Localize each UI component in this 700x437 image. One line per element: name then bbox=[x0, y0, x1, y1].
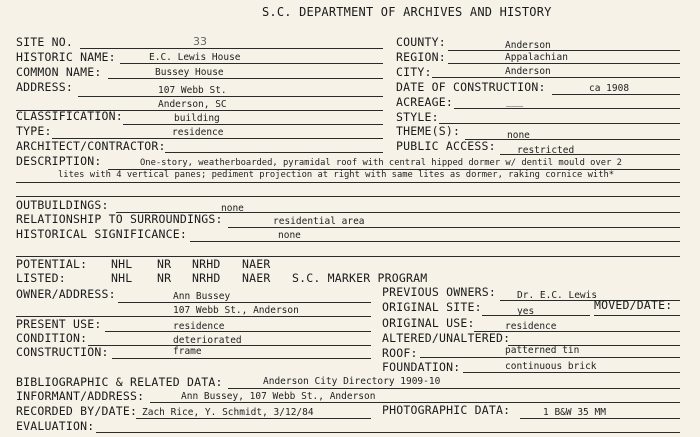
site-no-line bbox=[80, 48, 383, 49]
bibliographic-label: BIBLIOGRAPHIC & RELATED DATA: bbox=[16, 375, 223, 389]
public-access-label: PUBLIC ACCESS: bbox=[396, 139, 496, 153]
card-title: S.C. DEPARTMENT OF ARCHIVES AND HISTORY bbox=[262, 5, 552, 19]
date-of-construction-line bbox=[552, 94, 680, 95]
listed-nrhd: NRHD bbox=[192, 271, 221, 285]
address-label: ADDRESS: bbox=[16, 80, 73, 94]
evaluation-line bbox=[96, 432, 680, 433]
previous-owners-label: PREVIOUS OWNERS: bbox=[382, 285, 496, 299]
historic-name-label: HISTORIC NAME: bbox=[16, 50, 116, 64]
recorded-by-value: Zach Rice, Y. Schmidt, 3/12/84 bbox=[142, 407, 314, 418]
listed-nr: NR bbox=[157, 271, 172, 285]
original-use-label: ORIGINAL USE: bbox=[382, 316, 475, 330]
site-no-label: SITE NO. bbox=[16, 35, 73, 49]
bibliographic-line bbox=[228, 388, 680, 389]
classification-line bbox=[123, 124, 383, 125]
listed-naer: NAER bbox=[242, 271, 271, 285]
roof-value: patterned tin bbox=[505, 345, 580, 356]
architect-line bbox=[165, 152, 383, 153]
classification-label: CLASSIFICATION: bbox=[16, 109, 123, 123]
county-value: Anderson bbox=[505, 40, 551, 51]
county-label: COUNTY: bbox=[396, 35, 446, 49]
historical-significance-line bbox=[190, 241, 680, 242]
relationship-label: RELATIONSHIP TO SURROUNDINGS: bbox=[16, 212, 223, 226]
relationship-value: residential area bbox=[273, 216, 365, 227]
recorded-by-label: RECORDED BY/DATE: bbox=[16, 404, 138, 418]
outbuildings-value: none bbox=[221, 203, 244, 214]
city-label: CITY: bbox=[396, 65, 432, 79]
foundation-label: FOUNDATION: bbox=[382, 360, 461, 374]
historic-name-line bbox=[120, 63, 383, 64]
listed-nhl: NHL bbox=[111, 271, 133, 285]
acreage-label: ACREAGE: bbox=[396, 95, 453, 109]
informant-value: Ann Bussey, 107 Webb St., Anderson bbox=[181, 391, 376, 402]
photographic-data-label: PHOTOGRAPHIC DATA: bbox=[382, 403, 511, 417]
potential-nr: NR bbox=[157, 257, 172, 271]
foundation-line bbox=[463, 372, 680, 373]
condition-label: CONDITION: bbox=[16, 331, 88, 345]
county-line bbox=[448, 50, 680, 51]
moved-date-label: MOVED/DATE: bbox=[594, 298, 673, 312]
moved-date-line bbox=[594, 315, 680, 316]
roof-label: ROOF: bbox=[382, 346, 418, 360]
common-name-label: COMMON NAME: bbox=[16, 65, 102, 79]
description-line2-value: lites with 4 vertical panes; pediment projection at right with same lites as dormer, raking cornice with* bbox=[58, 170, 615, 180]
condition-value: deteriorated bbox=[173, 335, 242, 346]
original-use-value: residence bbox=[505, 321, 557, 332]
altered-label: ALTERED/UNALTERED: bbox=[382, 331, 511, 345]
date-of-construction-label: DATE OF CONSTRUCTION: bbox=[396, 80, 546, 94]
previous-owners-value: Dr. E.C. Lewis bbox=[517, 290, 598, 301]
construction-value: frame bbox=[173, 346, 202, 357]
address-line2-value: Anderson, SC bbox=[158, 99, 227, 110]
original-site-line bbox=[482, 315, 590, 316]
recorded-by-line bbox=[136, 418, 371, 419]
themes-value: none bbox=[507, 130, 530, 141]
construction-line bbox=[112, 358, 371, 359]
type-label: TYPE: bbox=[16, 124, 52, 138]
city-value: Anderson bbox=[505, 66, 551, 77]
potential-naer: NAER bbox=[242, 257, 271, 271]
photographic-data-value: 1 B&W 35 MM bbox=[543, 407, 606, 418]
relationship-line bbox=[228, 227, 680, 228]
historic-name-value: E.C. Lewis House bbox=[149, 52, 241, 63]
address-line1 bbox=[78, 96, 383, 97]
owner-line1 bbox=[118, 302, 371, 303]
sc-marker-program: S.C. MARKER PROGRAM bbox=[292, 271, 428, 285]
owner-address-label: OWNER/ADDRESS: bbox=[16, 287, 116, 301]
historical-significance-value: none bbox=[278, 230, 301, 241]
themes-line bbox=[465, 139, 680, 140]
owner-address-value: 107 Webb St., Anderson bbox=[173, 305, 299, 316]
description-label: DESCRIPTION: bbox=[16, 154, 102, 168]
region-label: REGION: bbox=[396, 50, 446, 64]
type-value: residence bbox=[172, 127, 224, 138]
address-line1-value: 107 Webb St. bbox=[158, 85, 227, 96]
classification-value: building bbox=[174, 113, 220, 124]
evaluation-label: EVALUATION: bbox=[16, 419, 95, 433]
present-use-line bbox=[105, 331, 371, 332]
date-of-construction-value: ca 1908 bbox=[589, 83, 630, 94]
city-line bbox=[432, 77, 680, 78]
style-label: STYLE: bbox=[396, 110, 439, 124]
style-line bbox=[439, 123, 680, 124]
public-access-line bbox=[500, 154, 680, 155]
region-value: Appalachian bbox=[505, 52, 568, 63]
potential-nhl: NHL bbox=[111, 257, 133, 271]
original-site-label: ORIGINAL SITE: bbox=[382, 300, 482, 314]
outbuildings-label: OUTBUILDINGS: bbox=[16, 198, 109, 212]
acreage-value: ___ bbox=[506, 96, 524, 107]
description-line2 bbox=[16, 182, 680, 183]
public-access-value: restricted bbox=[517, 145, 575, 156]
present-use-value: residence bbox=[173, 321, 225, 332]
region-line bbox=[448, 63, 680, 64]
potential-nrhd: NRHD bbox=[192, 257, 221, 271]
original-site-value: yes bbox=[517, 306, 535, 317]
foundation-value: continuous brick bbox=[505, 361, 597, 372]
construction-label: CONSTRUCTION: bbox=[16, 345, 109, 359]
common-name-value: Bussey House bbox=[155, 67, 224, 78]
informant-label: INFORMANT/ADDRESS: bbox=[16, 389, 145, 403]
common-name-line bbox=[108, 78, 383, 79]
description-line1-value: One-story, weatherboarded, pyramidal roof with central hipped dormer w/ dentil mould over 2 bbox=[140, 158, 622, 168]
condition-line bbox=[88, 345, 371, 346]
themes-label: THEME(S): bbox=[396, 124, 461, 138]
site-no-value: 33 bbox=[193, 35, 207, 48]
potential-label: POTENTIAL: bbox=[16, 257, 88, 271]
description-line3 bbox=[16, 196, 680, 197]
acreage-line bbox=[454, 108, 680, 109]
present-use-label: PRESENT USE: bbox=[16, 317, 102, 331]
roof-line bbox=[420, 357, 680, 358]
historical-significance-label: HISTORICAL SIGNIFICANCE: bbox=[16, 227, 187, 241]
architect-label: ARCHITECT/CONTRACTOR: bbox=[16, 139, 166, 153]
bibliographic-value: Anderson City Directory 1909-10 bbox=[263, 376, 441, 387]
owner-name-value: Ann Bussey bbox=[173, 291, 231, 302]
listed-label: LISTED: bbox=[16, 271, 66, 285]
photographic-data-line bbox=[520, 418, 680, 419]
